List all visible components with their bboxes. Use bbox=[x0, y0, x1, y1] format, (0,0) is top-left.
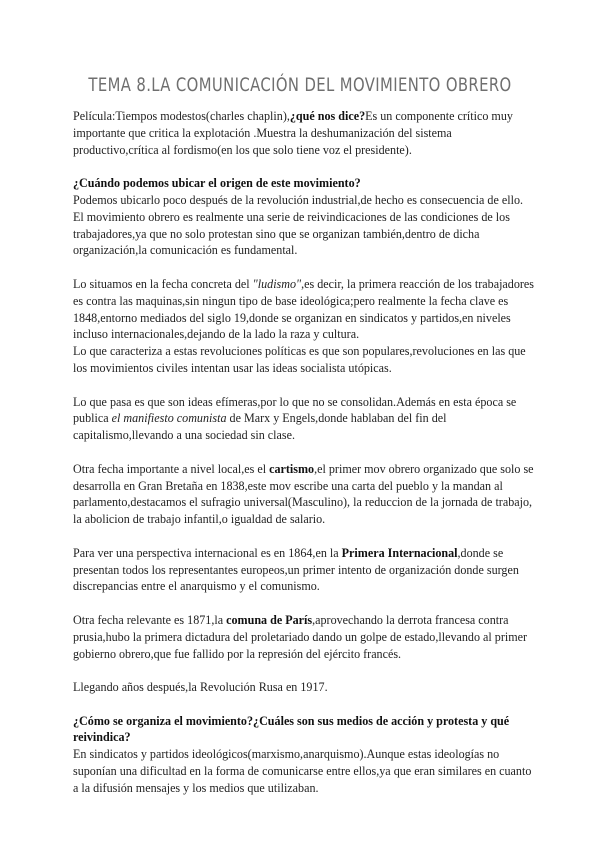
question-2-heading bbox=[73, 713, 535, 747]
spacer bbox=[73, 444, 535, 461]
spacer bbox=[73, 595, 535, 612]
international-prefix: Para ver una perspectiva internacional es en 1864,en la bbox=[73, 545, 342, 560]
spacer bbox=[73, 528, 535, 545]
commune-prefix: Otra fecha relevante es 1871,la bbox=[73, 612, 227, 627]
manifesto-paragraph bbox=[73, 394, 535, 444]
commune-rest: ,aprovechando la derrota francesa contra prusia,hubo la primera dictadura del proletariado dando un golpe de estado,llevando al primer gobierno obrero,que fue fallido por la represión del ejército francés. bbox=[73, 612, 528, 661]
document-body bbox=[73, 108, 535, 797]
luddism-paragraph bbox=[73, 276, 535, 343]
question-1-heading bbox=[73, 175, 535, 192]
russia-paragraph: Llegando años después,la Revolución Rusa en 1917. bbox=[73, 680, 328, 695]
chartism-rest: ,el primer mov obrero organizado que solo se desarrolla en Gran Bretaña en 1838,este mov escribe una carta del pueblo y la mandan al parlamento,destacamos el sufragio universal(Masculino), la reduccion de la jornada de trabajo, la abolicion de trabajo infantil,o igualdad de salario. bbox=[73, 461, 534, 527]
intro-bold: ¿qué nos dice? bbox=[289, 109, 366, 123]
manifesto-italic: el manifiesto comunista bbox=[111, 411, 227, 426]
chartism-prefix: Otra fecha importante a nivel local,es el bbox=[73, 461, 270, 476]
revolutions-paragraph: Lo que caracteriza a estas revoluciones políticas es que son populares,revoluciones en las que los movimientos civiles intentan usar las ideas socialista utópicas. bbox=[73, 344, 526, 375]
international-paragraph bbox=[73, 545, 535, 595]
spacer bbox=[73, 158, 535, 175]
question-1-heading-text: ¿Cuándo podemos ubicar el origen de este movimiento? bbox=[73, 176, 361, 191]
chartism-paragraph bbox=[73, 461, 535, 528]
spacer bbox=[73, 696, 535, 713]
luddism-italic: "ludismo" bbox=[252, 276, 302, 291]
luddism-prefix: Lo situamos en la fecha concreta del bbox=[73, 276, 253, 291]
intro-paragraph bbox=[73, 108, 535, 158]
international-rest: ,donde se presentan todos los representantes europeos,un primer intento de organización donde surgen discrepancias entre el anarquismo y el comunismo. bbox=[73, 545, 519, 594]
question-2-heading-text: ¿Cómo se organiza el movimiento?¿Cuáles son sus medios de acción y protesta y qué reivindica? bbox=[73, 713, 510, 745]
intro-prefix: Película:Tiempos modestos(charles chaplin), bbox=[73, 109, 290, 123]
spacer bbox=[73, 259, 535, 276]
commune-bold: comuna de París bbox=[226, 612, 313, 627]
international-bold: Primera Internacional bbox=[341, 545, 458, 560]
chartism-bold: cartismo bbox=[269, 461, 315, 476]
page-title: TEMA 8.LA COMUNICACIÓN DEL MOVIMIENTO OBRERO bbox=[88, 74, 512, 96]
manifesto-rest: de Marx y Engels,donde hablaban del fin del capitalismo,llevando a una sociedad sin clase. bbox=[73, 411, 447, 443]
luddism-rest: ,es decir, la primera reacción de los trabajadores es contra las maquinas,sin ningun tipo de base ideológica;pero realmente la fecha clave es 1848,entorno mediados del siglo 19,donde se organizan en sindicatos y partidos,en niveles incluso internacionales,dejando de la lado la raza y cultura. bbox=[73, 276, 535, 342]
spacer bbox=[73, 377, 535, 394]
spacer bbox=[73, 662, 535, 679]
intro-rest: Es un componente crítico muy importante que critica la explotación .Muestra la deshumanización del sistema productivo,crítica al fordismo(en los que solo tiene voz el presidente). bbox=[73, 109, 513, 157]
manifesto-prefix: Lo que pasa es que son ideas efímeras,por lo que no se consolidan.Además en esta época se publica bbox=[73, 394, 517, 426]
commune-paragraph bbox=[73, 612, 535, 662]
question-1-answer: Podemos ubicarlo poco después de la revolución industrial,de hecho es consecuencia de ello. El movimiento obrero es realmente una serie de reivindicaciones de las condiciones de los trabajadores,ya que no solo protestan sino que se organizan también,dentro de dicha organización,la comunicación es fundamental. bbox=[73, 192, 524, 258]
question-2-answer: En sindicatos y partidos ideológicos(marxismo,anarquismo).Aunque estas ideologías no suponían una dificultad en la forma de comunicarse entre ellos,ya que eran similares en cuanto a la difusión mensajes y los medios que utilizaban. bbox=[73, 747, 532, 795]
